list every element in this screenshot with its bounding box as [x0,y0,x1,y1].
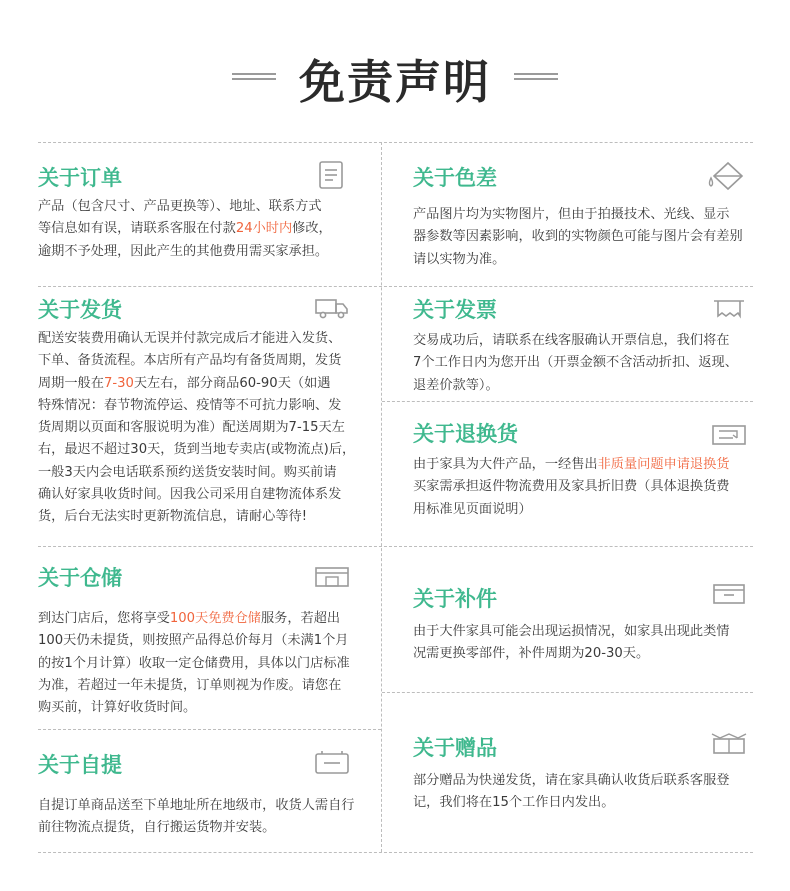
receipt-icon [712,298,746,320]
body-text: 等信息如有误，请联系客服在付款 [38,221,236,237]
parts-box-icon [712,583,746,605]
section-body [38,608,350,719]
body-line [413,499,730,521]
body-text: 部分赠品为快递发货，请在家具确认收货后联系客服登 [413,773,730,788]
body-line [38,439,355,461]
divider-right-4 [382,692,753,693]
body-line [38,675,350,697]
body-text: 器参数等因素影响，收到的实物颜色可能与图片会有差别 [413,229,743,245]
body-text: 货周期以页面和客服说明为准）配送周期为7-15天左 [38,420,345,436]
body-text: 况需更换零部件，补件周期为20-30天。 [413,646,650,662]
body-line [413,204,743,226]
section-title: 关于自提 [38,753,122,777]
body-line [38,484,355,506]
body-text: 天左右，部分商品60-90天（如遇 [133,375,331,391]
battery-icon [314,749,350,775]
section-title: 关于色差 [413,166,497,190]
section-body [38,795,355,840]
body-text: 配送安装费用确认无误并付款完成后才能进入发货、 [38,331,342,346]
section-body [413,454,730,521]
body-text: 由于家具为大件产品，一经售出 [413,457,598,472]
gift-box-icon [710,730,748,756]
body-line [38,697,350,719]
section-body [413,621,730,666]
body-text: 下单、备货流程。本店所有产品均有备货周期，发货 [38,353,342,369]
paint-bucket-icon [706,160,746,192]
body-text: 买家需承担返件物流费用及家具折旧费（具体退换货费 [413,479,730,495]
body-text: 100天仍未提货，则按照产品得总价每月（未满1个月 [38,633,349,649]
highlight-text: 7-30 [103,375,134,391]
highlight-text: 非质量问题申请退换货 [597,457,730,472]
header-decor-line-right [514,73,558,80]
body-text: 产品（包含尺寸、产品更换等）、地址、联系方式 [38,199,322,214]
body-line [38,328,355,350]
body-line [413,643,730,665]
section-title: 关于赠品 [413,736,497,760]
body-text: 交易成功后，请联系在线客服确认开票信息，我们将在 [413,333,730,348]
section-title: 关于补件 [413,587,497,611]
section-title: 关于发货 [38,298,122,322]
body-text: 一般3天内会电话联系预约送货安装时间。购买前请 [38,464,337,480]
document-icon [318,160,344,190]
body-line [413,770,730,792]
section-body [413,330,738,397]
body-line [413,352,738,374]
body-text: 货，后台无法实时更新物流信息，请耐心等待! [38,509,308,525]
body-line [38,395,355,417]
section-body [38,328,355,529]
body-line [38,350,355,372]
divider-row-3 [38,546,753,547]
body-text: 前往物流点提货，自行搬运货物并安装。 [38,820,276,836]
body-line [38,373,355,395]
body-text: 修改， [292,221,332,237]
body-line [413,621,730,643]
body-text: 周期一般在 [38,375,104,391]
body-line [38,817,355,839]
section-title: 关于发票 [413,298,497,322]
divider-left-4 [38,729,381,730]
body-text: 记，我们将在15个工作日内发出。 [413,795,615,811]
section-body [38,196,332,263]
header [0,40,790,110]
divider-right-2 [382,401,753,402]
body-line [38,196,332,218]
divider-bottom [38,852,753,853]
highlight-text: 24小时内 [235,221,293,237]
body-text: 特殊情况：春节物流停运、疫情等不可抗力影响、发 [38,397,342,413]
body-text: 退差价款等）。 [413,377,499,393]
body-line [413,476,730,498]
body-line [413,330,738,352]
page-title: 免责声明 [299,55,491,109]
body-line [413,375,738,397]
body-text: 逾期不予处理，因此产生的其他费用需买家承担。 [38,243,329,259]
body-text: 7个工作日内为您开出（开票金额不含活动折扣、返现、 [413,355,738,371]
return-box-icon [711,424,747,446]
section-title: 关于仓储 [38,566,122,590]
body-line [413,454,730,476]
body-line [38,630,350,652]
body-text: 为准，若超过一年未提货，订单则视为作废。请您在 [38,677,342,693]
section-title: 关于订单 [38,166,122,190]
header-decor-line-left [232,73,276,80]
body-text: 购买前，计算好收货时间。 [38,700,197,716]
body-line [38,653,350,675]
body-text: 请以实物为准。 [413,251,506,267]
body-text: 确认好家具收货时间。因我公司采用自建物流体系发 [38,487,342,503]
body-line [38,608,350,630]
body-line [38,417,355,439]
divider-center [381,142,382,852]
body-line [38,241,332,263]
body-text: 由于大件家具可能会出现运损情况，如家具出现此类情 [413,624,730,639]
section-title: 关于退换货 [413,422,518,446]
body-text: 产品图片均为实物图片，但由于拍摄技术、光线、显示 [413,207,730,222]
section-body [413,770,730,815]
body-line [413,249,743,271]
body-line [38,462,355,484]
divider-top [38,142,753,143]
body-line [413,226,743,248]
section-body [413,204,743,271]
body-text: 用标准见页面说明） [413,501,532,517]
body-line [38,795,355,817]
body-line [38,218,332,240]
warehouse-icon [314,564,350,588]
body-text: 服务，若超出 [260,611,341,626]
body-text: 的按1个月计算）收取一定仓储费用，具体以门店标准 [38,655,350,671]
divider-row-1 [38,286,753,287]
body-text: 到达门店后，您将享受 [38,611,170,626]
body-line [413,792,730,814]
highlight-text: 100天免费仓储 [169,611,261,626]
truck-icon [314,296,350,320]
body-line [38,506,355,528]
body-text: 右，最迟不超过30天，货到当地专卖店(或物流点)后， [38,442,356,458]
body-text: 自提订单商品送至下单地址所在地级市，收货人需自行 [38,798,355,813]
